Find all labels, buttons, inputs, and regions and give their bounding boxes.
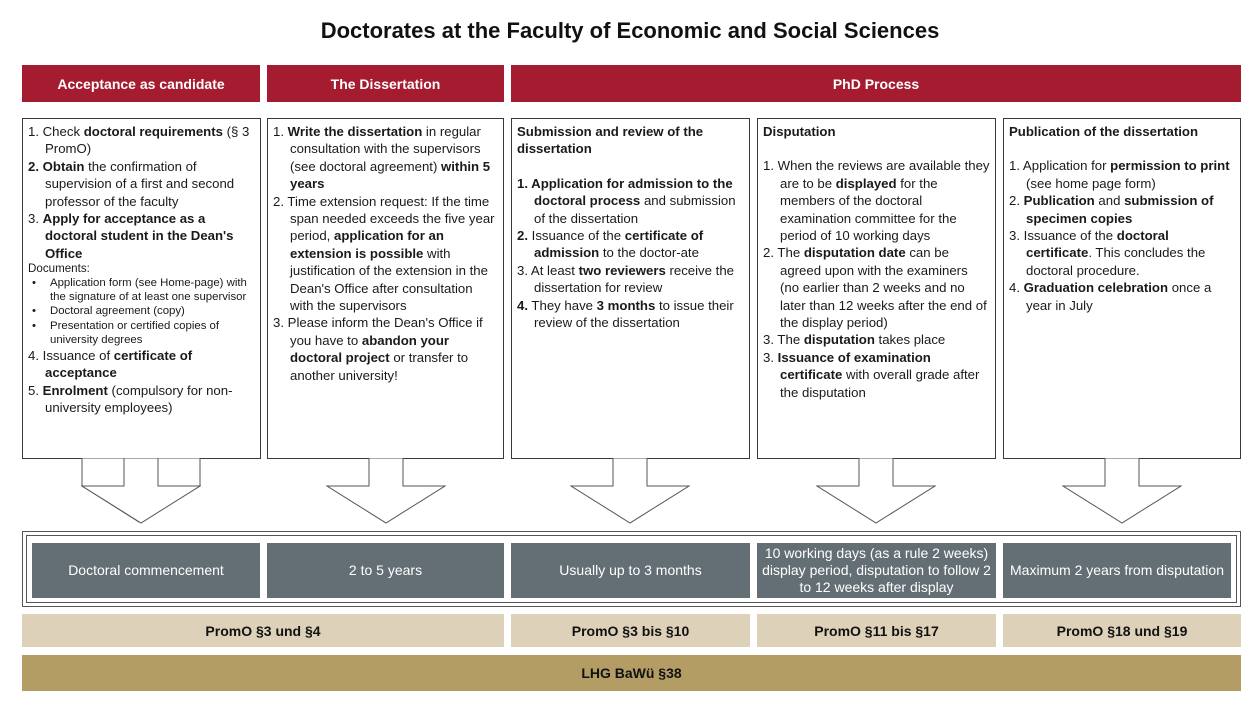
step-item: 4. Issuance of certificate of acceptance bbox=[28, 347, 193, 381]
duration-dissertation: 2 to 5 years bbox=[267, 543, 504, 598]
step-item: 1. When the reviews are available they are to be displayed for the members of the doctoral examination committee for the period of 10 working days bbox=[763, 158, 990, 244]
step-list bbox=[28, 123, 255, 262]
card-dissertation bbox=[267, 118, 504, 459]
down-arrow-icon bbox=[326, 458, 446, 524]
law-promo-3-10: PromO §3 bis §10 bbox=[511, 614, 750, 647]
step-item: 3. Apply for acceptance as a doctoral student in the Dean's Office bbox=[28, 211, 234, 261]
step-item: 2. Publication and submission of specimen copies bbox=[1009, 193, 1214, 226]
step-item: 3. Issuance of examination certificate with overall grade after the disputation bbox=[763, 349, 980, 400]
step-list bbox=[517, 175, 744, 332]
card-heading: Disputation bbox=[763, 124, 836, 139]
down-arrow-icon bbox=[816, 458, 936, 524]
step-item: 3. Issuance of the doctoral certificate. This concludes the doctoral procedure. bbox=[1009, 228, 1206, 278]
step-item: 3. At least two reviewers receive the dissertation for review bbox=[517, 262, 734, 296]
documents-label: Documents: bbox=[28, 262, 90, 276]
duration-acceptance: Doctoral commencement bbox=[32, 543, 260, 598]
law-promo-18-19: PromO §18 und §19 bbox=[1003, 614, 1241, 647]
down-arrow-icon bbox=[81, 458, 201, 524]
diagram-title: Doctorates at the Faculty of Economic and Social Sciences bbox=[320, 18, 940, 43]
documents-list bbox=[28, 276, 255, 346]
card-submission-review bbox=[511, 118, 750, 459]
step-item: 1. Application for permission to print (see home page form) bbox=[1009, 158, 1230, 191]
step-item: 2. Issuance of the certificate of admission to the doctor-ate bbox=[517, 228, 704, 261]
card-heading: Publication of the dissertation bbox=[1009, 124, 1199, 139]
step-item: 3. The disputation takes place bbox=[763, 332, 946, 348]
step-item: 5. Enrolment (compulsory for non-university employees) bbox=[28, 382, 233, 415]
step-item: 2. Obtain the confirmation of supervision of a first and second professor of the faculty bbox=[28, 158, 235, 209]
step-item: 4. They have 3 months to issue their review of the dissertation bbox=[517, 297, 734, 331]
document-item: • Presentation or certified copies of university degrees bbox=[28, 319, 255, 347]
document-item: • Application form (see Home-page) with the signature of at least one supervisor bbox=[28, 276, 255, 304]
header-acceptance: Acceptance as candidate bbox=[22, 65, 260, 102]
card-acceptance bbox=[22, 118, 261, 459]
step-item: 1. Write the dissertation in regular consultation with the supervisors (see doctoral agreement) within 5 years bbox=[273, 124, 491, 192]
document-item: • Doctoral agreement (copy) bbox=[28, 304, 255, 318]
card-heading: Submission and review of the dissertation bbox=[517, 124, 704, 157]
step-item: 1. Application for admission to the doctoral process and submission of the dissertation bbox=[517, 175, 736, 226]
step-list-continued bbox=[28, 347, 255, 417]
down-arrow-icon bbox=[1062, 458, 1182, 524]
duration-review: Usually up to 3 months bbox=[511, 543, 750, 598]
card-publication bbox=[1003, 118, 1241, 459]
step-item: 4. Graduation celebration once a year in July bbox=[1009, 280, 1212, 313]
step-item: 3. Please inform the Dean's Office if you have to abandon your doctoral project or transfer to another university! bbox=[273, 315, 483, 383]
step-item: 2. The disputation date can be agreed upon with the examiners (no earlier than 2 weeks and no later than 12 weeks after the end of the display period) bbox=[763, 245, 987, 331]
law-promo-11-17: PromO §11 bis §17 bbox=[757, 614, 996, 647]
step-item: 1. Check doctoral requirements (§ 3 PromO) bbox=[28, 124, 250, 157]
law-lhg-bawue: LHG BaWü §38 bbox=[22, 655, 1241, 691]
step-list bbox=[1009, 157, 1235, 314]
duration-disputation: 10 working days (as a rule 2 weeks) display period, disputation to follow 2 to 12 weeks after display bbox=[757, 543, 996, 598]
law-promo-3-4: PromO §3 und §4 bbox=[22, 614, 504, 647]
step-item: 2. Time extension request: If the time span needed exceeds the five year period, application for an extension is possible with justification of the extension in the Dean's Office after consultation with the supervisors bbox=[273, 193, 495, 314]
duration-publication: Maximum 2 years from disputation bbox=[1003, 543, 1231, 598]
header-dissertation: The Dissertation bbox=[267, 65, 504, 102]
step-list bbox=[763, 157, 990, 401]
header-phd-process: PhD Process bbox=[511, 65, 1241, 102]
step-list bbox=[273, 123, 498, 384]
card-disputation bbox=[757, 118, 996, 459]
down-arrow-icon bbox=[570, 458, 690, 524]
